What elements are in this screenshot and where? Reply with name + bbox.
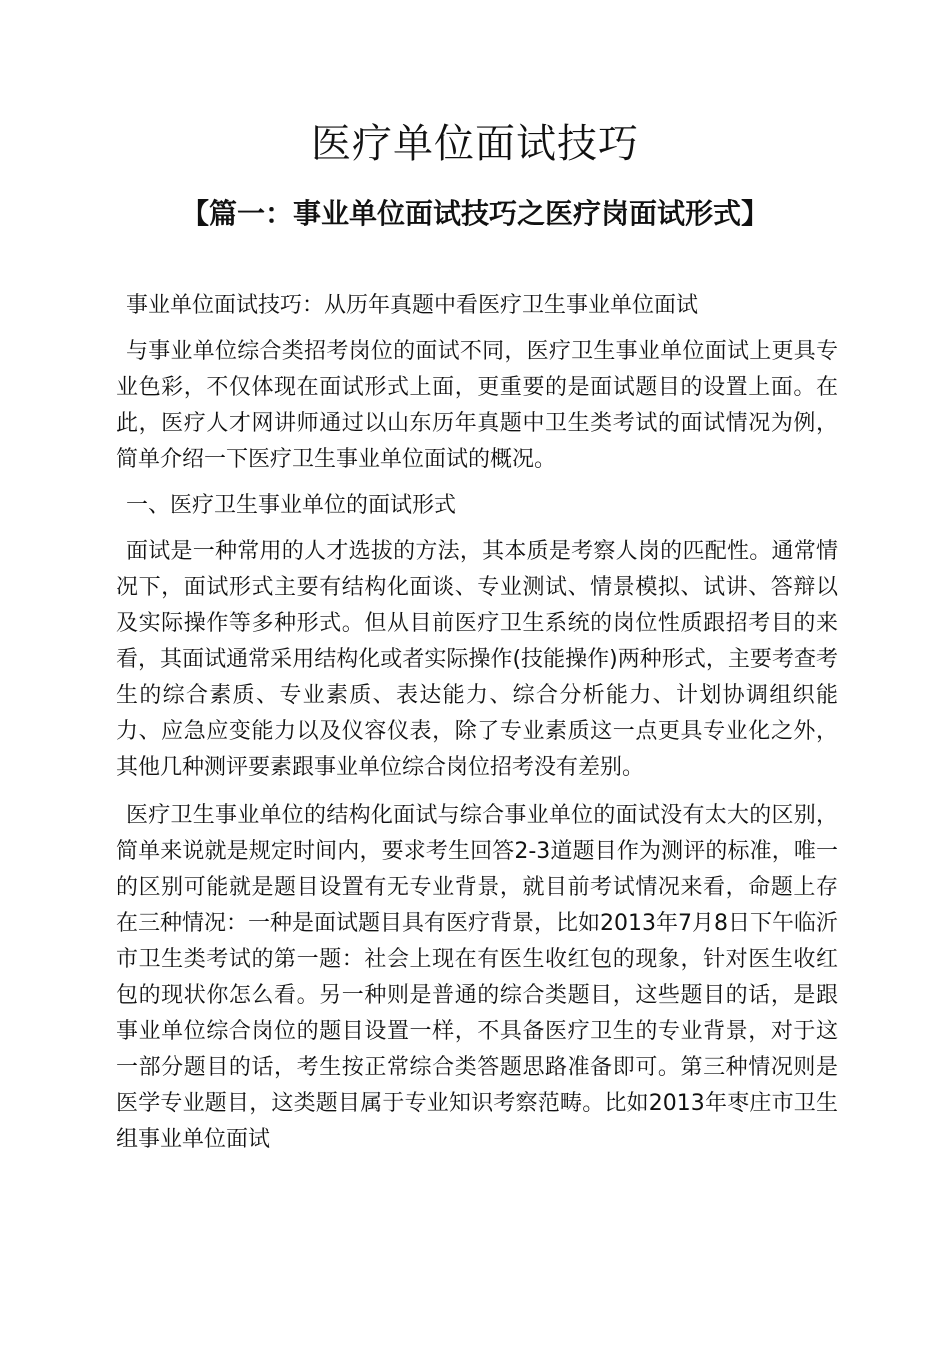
paragraph-overview: 与事业单位综合类招考岗位的面试不同，医疗卫生事业单位面试上更具专业色彩，不仅体现在面试形式上面，更重要的是面试题目的设置上面。在此，医疗人才网讲师通过以山东历年真题中卫生类考试的面试情况为例，简单介绍一下医疗卫生事业单位面试的概况。 <box>116 339 838 472</box>
paragraph-structured-interview: 医疗卫生事业单位的结构化面试与综合事业单位的面试没有太大的区别，简单来说就是规定时间内，要求考生回答2-3道题目作为测评的标准，唯一的区别可能就是题目设置有无专业背景，就目前考试情况来看，命题上存在三种情况：一种是面试题目具有医疗背景，比如2013年7月8日下午临沂市卫生类考试的第一题：社会上现在有医生收红包的现象，针对医生收红包的现状你怎么看。另一种则是普通的综合类题目，这些题目的话，是跟事业单位综合岗位的题目设置一样，不具备医疗卫生的专业背景，对于这一部分题目的话，考生按正常综合类答题思路准备即可。第三种情况则是医学专业题目，这类题目属于专业知识考察范畴。比如2013年枣庄市卫生组事业单位面试 <box>116 803 838 1152</box>
document-subtitle: 【篇一：事业单位面试技巧之医疗岗面试形式】 <box>180 197 769 230</box>
paragraph-intro-heading: 事业单位面试技巧：从历年真题中看医疗卫生事业单位面试 <box>126 293 699 318</box>
section-heading-interview-format: 一、医疗卫生事业单位的面试形式 <box>126 493 457 518</box>
document-body <box>116 288 838 1158</box>
paragraph-interview-methods: 面试是一种常用的人才选拔的方法，其本质是考察人岗的匹配性。通常情况下，面试形式主要有结构化面谈、专业测试、情景模拟、试讲、答辩以及实际操作等多种形式。但从目前医疗卫生系统的岗位性质跟招考目的来看，其面试通常采用结构化或者实际操作(技能操作)两种形式，主要考查考生的综合素质、专业素质、表达能力、综合分析能力、计划协调组织能力、应急应变能力以及仪容仪表，除了专业素质这一点更具专业化之外，其他几种测评要素跟事业单位综合岗位招考没有差别。 <box>116 539 838 780</box>
document-title: 医疗单位面试技巧 <box>311 121 639 167</box>
